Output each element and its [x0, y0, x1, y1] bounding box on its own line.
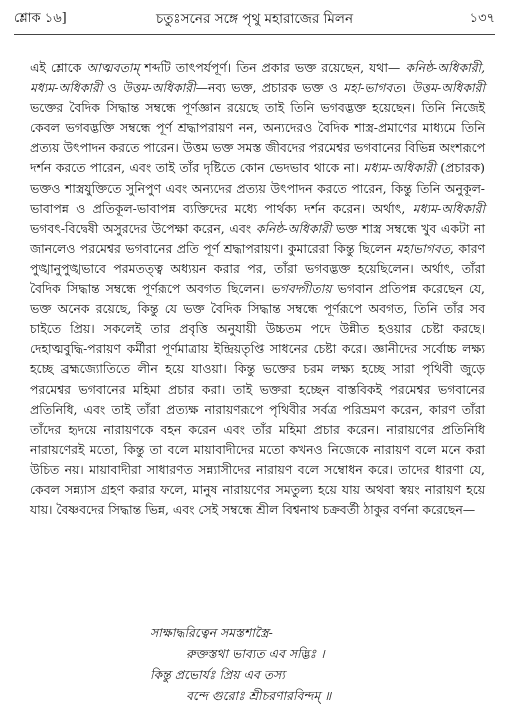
italic-term: কনিষ্ঠ-অধিকারী, মধ্যম-অধিকারী	[30, 60, 486, 96]
text-run: —নব্য ভক্ত, প্রচারক ভক্ত ও	[195, 80, 344, 96]
text-run: ।	[401, 80, 412, 96]
italic-term: মধ্যম-অধিকারী	[412, 200, 485, 216]
italic-term: উত্তম-অধিকারী	[122, 80, 196, 96]
italic-term: কনিষ্ঠ-অধিকারী	[255, 220, 332, 236]
text-run: ও	[102, 80, 123, 96]
body-paragraph	[30, 58, 485, 520]
page-number: ১৩৭	[469, 10, 495, 26]
text-run: শব্দটি তাৎপর্যপূর্ণ। তিন প্রকার ভক্ত রয়েছেন, যথা—	[139, 60, 406, 75]
header-rule	[14, 34, 495, 35]
italic-term: মহাভাগবত	[395, 240, 451, 256]
verse-reference: শ্লোক ১৬]	[14, 10, 67, 26]
verse-line: রুক্তস্তথা ভাব্যত এব সদ্ভিঃ ।	[186, 646, 325, 661]
text-run: ভগবান প্রতিপন্ন করেছেন যে, ভক্ত অনেক রয়েছে, কিন্তু যে ভক্ত বৈদিক সিদ্ধান্ত সম্বন্ধে পূর্ণরূপে অবগত, তিনি তাঁর সব চাইতে প্রিয়। সকলেই তার প্রবৃত্তি অনুযায়ী উচ্চতম পদে উন্নীত হওয়ার চেষ্টা করছে। দেহাত্মবুদ্ধি-পরায়ণ কর্মীরা পূর্ণমাত্রায় ইন্দ্রিয়তৃপ্তি সাধনের চেষ্টা করে। জ্ঞানীদের সর্বোচ্চ লক্ষ্য হচ্ছে ব্রহ্মজ্যোতিতে লীন হয়ে যাওয়া। কিন্তু ভক্তের চরম লক্ষ্য হচ্ছে সারা পৃথিবী জুড়ে পরমেশ্বর ভগবানের মহিমা প্রচার করা। তাই ভক্তরা হচ্ছেন বাস্তবিকই পরমেশ্বর ভগবানের প্রতিনিধি, এবং তাই তাঁরা প্রত্যক্ষ নারায়ণরূপে পৃথিবীর সর্বত্র পরিভ্রমণ করেন, কারণ তাঁরা তাঁদের হৃদয়ে নারায়ণকে বহন করেন এবং তাঁর মহিমা প্রচার করেন। নারায়ণের প্রতিনিধি নারায়ণেরই মতো, কিন্তু তা বলে মায়াবাদীদের মতো কখনও নিজেকে নারায়ণ বলে মনে করা উচিত নয়। মায়াবাদীরা সাধারণত সন্ন্যাসীদের নারায়ণ বলে সম্বোধন করে। তাদের ধারণা যে, কেবল সন্ন্যাস গ্রহণ করার ফলে, মানুষ নারায়ণের সমতুল্য হয়ে যায় অথবা স্বয়ং নারায়ণ হয়ে যায়। বৈষ্ণবদের সিদ্ধান্ত ভিন্ন, এবং সেই সম্বন্ধে শ্রীল বিশ্বনাথ চক্রবর্তী ঠাকুর বর্ণনা করেছেন—	[30, 281, 485, 518]
verse-line: বন্দে গুরোঃ শ্রীচরণারবিন্দম্ ॥	[186, 688, 332, 703]
text-run: (প্রচারক) ভক্তও শাস্ত্রযুক্তিতে সুনিপুণ এবং অন্যদের প্রত্যয় উৎপাদন করতে পারেন, কিন্তু তিনি অনুকূল-ভাবাপন্ন ও প্রতিকূল-ভাবাপন্ন ব্যক্তিদের মধ্যে পার্থক্য দর্শন করেন। অর্থাৎ,	[30, 160, 485, 216]
text-run: ভক্ত শাস্ত্র সম্বন্ধে খুব একটা না জানলেও পরমেশ্বর ভগবানের প্রতি পূর্ণ শ্রদ্ধাপরায়ণ। কুমারেরা কিন্তু ছিলেন	[30, 220, 485, 256]
italic-term: মহা-ভাগবত	[343, 80, 402, 96]
page-header	[14, 8, 495, 30]
running-title: চতুঃসনের সঙ্গে পৃথু মহারাজের মিলন	[155, 11, 354, 27]
italic-term: আত্মবতাম্	[86, 60, 140, 75]
italic-term: উত্তম-অধিকারী	[411, 80, 486, 96]
verse-line: সাক্ষাদ্ধরিত্বেন সমস্তশাস্ত্রৈ-	[150, 625, 273, 640]
text-run: ভক্তের বৈদিক সিদ্ধান্ত সম্বন্ধে পূর্ণজ্ঞান রয়েছে তাই তিনি ভগবদ্ভক্ত হয়েছেন। তিনি নিজেই কেবল ভগবদ্ভক্তি সম্বন্ধে পূর্ণ শ্রদ্ধাপরায়ণ নন, অন্যদেরও বৈদিক শাস্ত্র-প্রমাণের মাধ্যমে তিনি প্রত্যয় উৎপাদন করতে পারেন। উত্তম ভক্ত সমস্ত জীবদের পরমেশ্বর ভগবানের বিভিন্ন অংশরূপে দর্শন করতে পারেন, এবং তাই তাঁর দৃষ্টিতে কোন ভেদভাব থাকে না।	[30, 100, 485, 176]
text-run: , কারণ পুঙ্খানুপুঙ্খভাবে পরমতত্ত্ব অধ্যয়ন করার পর, তাঁরা ভগবদ্ভক্ত হয়েছিলেন। অর্থাৎ, তাঁরা বৈদিক সিদ্ধান্ত সম্বন্ধে পূর্ণরূপে অবগত ছিলেন।	[30, 240, 486, 297]
text-run: ভগবৎ-বিদ্বেষী অসুরদের উপেক্ষা করেন, এবং	[30, 220, 256, 236]
verse-line: কিন্তু প্রভোর্যঃ প্রিয় এব তস্য	[150, 667, 285, 682]
italic-term: মধ্যম-অধিকারী	[363, 160, 436, 176]
italic-term: ভগবদ্গীতায়	[270, 281, 332, 297]
text-run: এই শ্লোকে	[30, 60, 87, 75]
